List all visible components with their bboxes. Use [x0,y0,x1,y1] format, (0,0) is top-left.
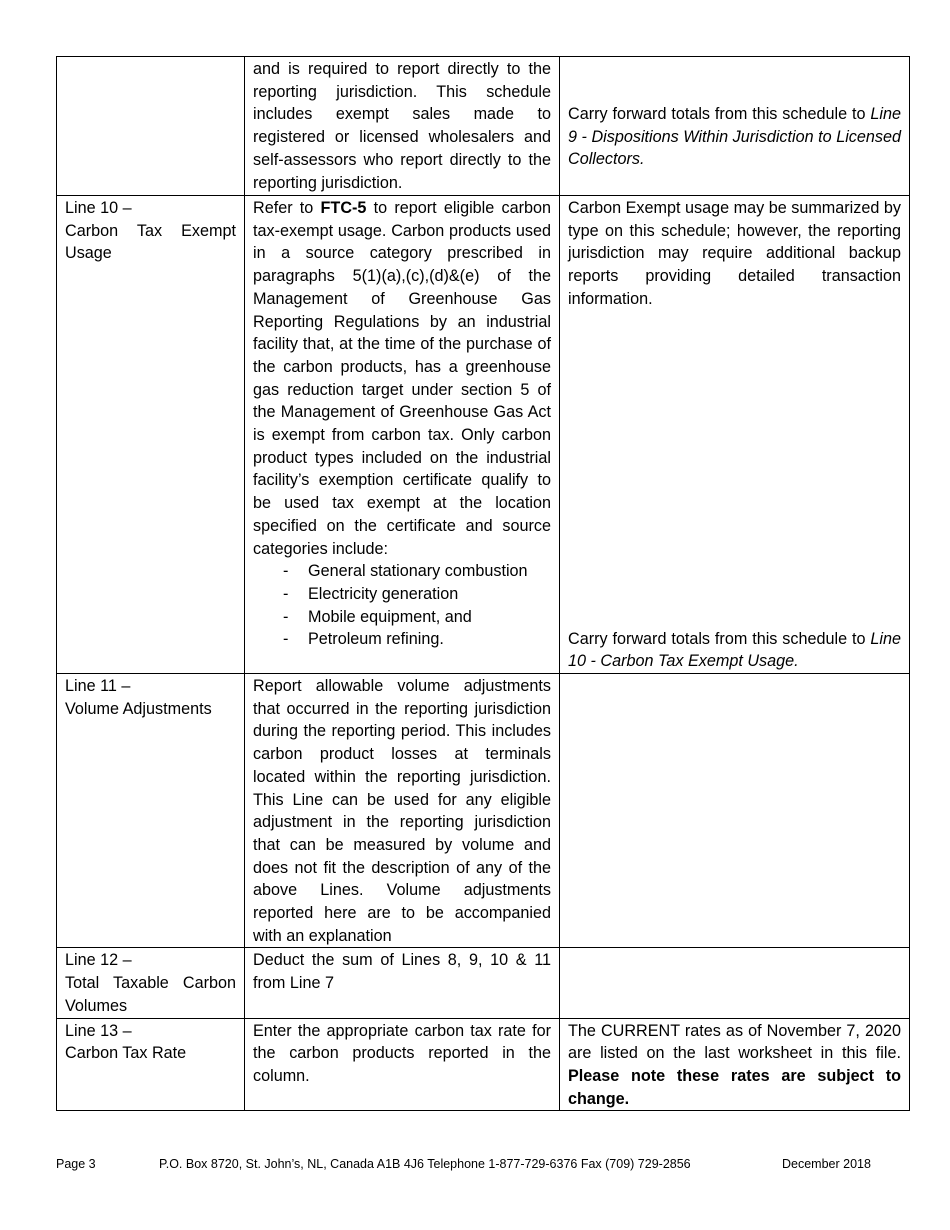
line-number: Line 13 – [65,1021,132,1040]
rates-change-warning: Please note these rates are subject to change. [568,1066,901,1108]
line-label-cell [57,948,245,1018]
carry-forward-text: Carry forward totals from this schedule to [568,629,871,648]
line-note-cell [560,196,910,674]
list-item: - Mobile equipment, and [283,606,551,629]
line-description-cell [245,948,560,1018]
table-row-line-13 [57,1018,910,1111]
carry-forward-target: Line 9 - Dispositions Within Jurisdiction to Licensed Collectors. [568,104,901,169]
line-number: Line 11 – [65,677,131,695]
line-description-cell [245,57,560,196]
list-item: - General stationary combustion [283,560,551,583]
line-number: Line 10 – [65,199,132,217]
line-description-cell [245,1018,560,1111]
contact-address: P.O. Box 8720, St. John’s, NL, Canada A1B 4J6 Telephone 1-877-729-6376 Fax (709) 729-2856 [159,1157,691,1171]
line-note-cell [560,674,910,948]
line-note-cell [560,948,910,1018]
revision-date: December 2018 [782,1157,871,1171]
instructions-table [56,56,910,1111]
source-category-list [253,560,551,651]
table-row-line-10 [57,196,910,674]
form-reference: FTC-5 [320,199,367,217]
table-row-line-9-continued [57,57,910,196]
line-note-cell [560,57,910,196]
line-title: Carbon Tax Rate [65,1044,187,1063]
line-title: Volume Adjustments [65,699,212,718]
line-description-cell [245,674,560,948]
line-description: and is required to report directly to the reporting jurisdiction. This schedule includes exempt sales made to registered or licensed wholesalers and self-assessors who report directly to the reporting jurisdiction. [253,60,551,192]
page-number: Page 3 [56,1157,96,1171]
list-item: - Electricity generation [283,583,551,606]
line-title: Carbon Tax Exempt Usage [65,221,236,263]
description-text: to report eligible carbon tax-exempt usage. Carbon products used in a source category prescribed in paragraphs 5(1)(a),(c),(d)&(e) of the Management of Greenhouse Gas Reporting Regulations by an industrial facility that, at the time of the purchase of the carbon products, has a greenhouse gas reduction target under section 5 of the Management of Greenhouse Gas Act is exempt from carbon tax. Only carbon product types included on the industrial facility’s exemption certificate qualify to be used tax exempt at the location specified on the certificate and source categories include: [253,199,551,558]
table-row-line-12 [57,948,910,1018]
line-description: Deduct the sum of Lines 8, 9, 10 & 11 from Line 7 [253,951,551,993]
line-title: Total Taxable Carbon Volumes [65,974,236,1015]
table-row-line-11 [57,674,910,948]
list-item: - Petroleum refining. [283,628,551,651]
line-description: Enter the appropriate carbon tax rate for the carbon products reported in the column. [253,1021,551,1085]
carry-forward-target: Line 10 - Carbon Tax Exempt Usage. [568,629,901,671]
line-number: Line 12 – [65,951,132,970]
line-note-cell [560,1018,910,1111]
line-description: Report allowable volume adjustments that occurred in the reporting jurisdiction during the reporting period. This includes carbon product losses at terminals located within the reporting jurisdiction. This Line can be used for any eligible adjustment in the reporting jurisdiction that can be measured by volume and does not fit the description of any of the above Lines. Volume adjustments reported here are to be accompanied with an explanation [253,677,551,945]
line-description [253,197,551,560]
exempt-usage-note: Carbon Exempt usage may be summarized by type on this schedule; however, the reporting jurisdiction may require additional backup reports providing detailed transaction information. [568,199,901,308]
page-footer [56,1157,909,1175]
carry-forward-note [568,628,901,673]
line-label-cell [57,196,245,674]
rates-note-text: The CURRENT rates as of November 7, 2020 are listed on the last worksheet in this file. [568,1021,901,1063]
line-label-cell [57,57,245,196]
carry-forward-text: Carry forward totals from this schedule to [568,104,871,123]
line-description-cell [245,196,560,674]
line-label-cell [57,674,245,948]
description-text: Refer to [253,199,321,217]
line-label-cell [57,1018,245,1111]
